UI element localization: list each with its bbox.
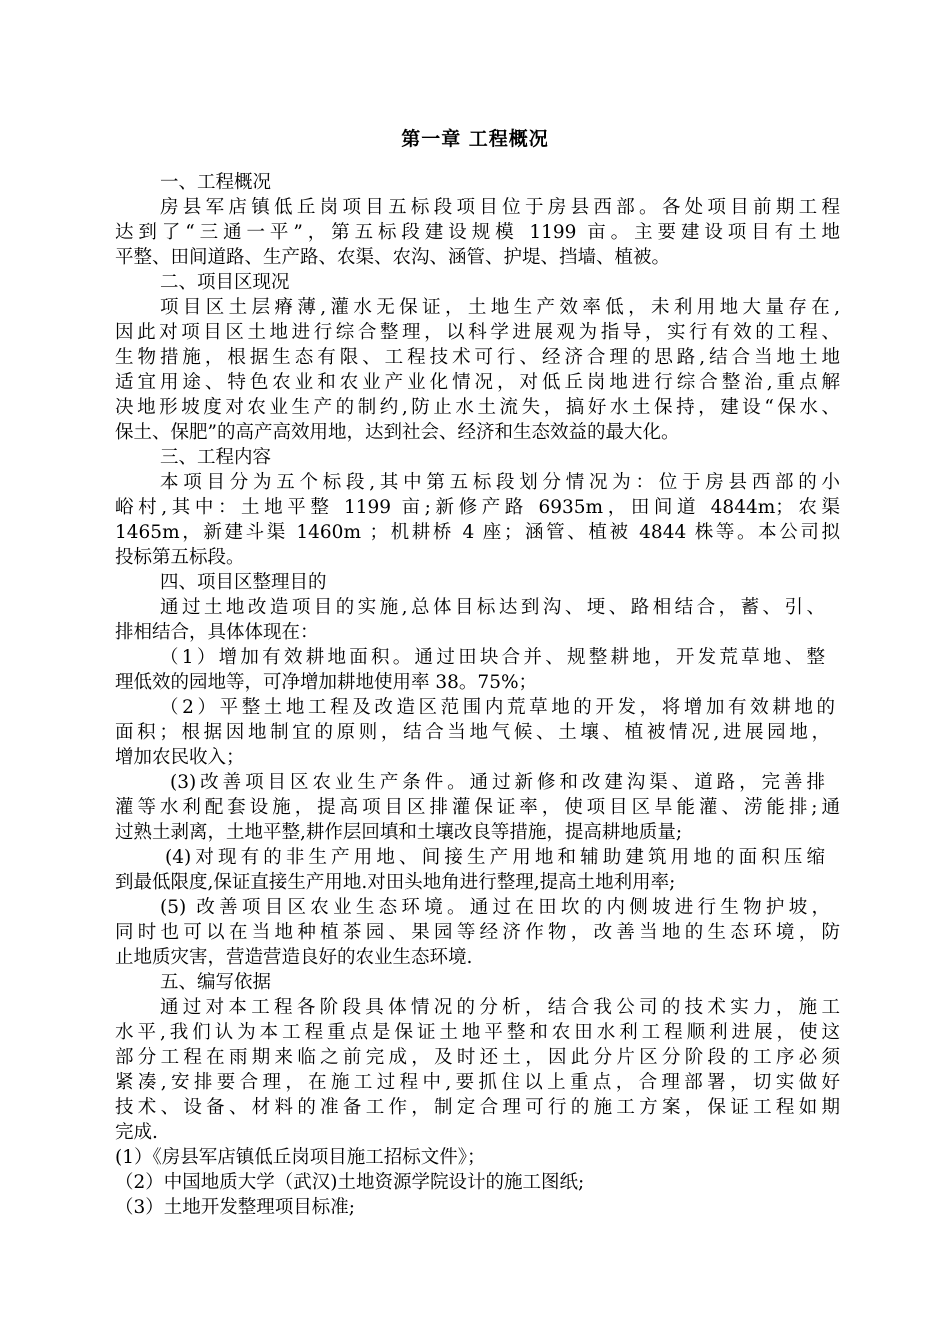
paragraph-line: （1）增加有效耕地面积。通过田块合并、规整耕地，开发荒草地、整 [160, 647, 825, 668]
paragraph-line: 决地形坡度对农业生产的制约,防止水土流失，搞好水土保持，建设“保水、 [115, 397, 840, 418]
chapter-title: 第一章 工程概况 [401, 128, 549, 150]
paragraph-line: 面积；根据因地制宜的原则，结合当地气候、土壤、植被情况,进展园地， [115, 722, 830, 743]
paragraph-line: 生物措施，根据生态有限、工程技术可行、经济合理的思路,结合当地土地 [115, 347, 840, 368]
paragraph-line: 1465m，新建斗渠 1460m ；机耕桥 4 座；涵管、植被 4844 株等。本公司拟 [115, 522, 840, 543]
paragraph-line: 紧凑,安排要合理，在施工过程中,要抓住以上重点，合理部署，切实做好 [115, 1072, 840, 1093]
reference-item: (1）《房县军店镇低丘岗项目施工招标文件》； [115, 1147, 486, 1168]
paragraph-line: (4)对现有的非生产用地、间接生产用地和辅助建筑用地的面积压缩 [165, 847, 825, 868]
section-heading-status: 二、项目区现况 [160, 272, 290, 293]
paragraph-line: 止地质灾害，营造营造良好的农业生态环境. [115, 947, 473, 968]
paragraph-line: 完成. [115, 1122, 158, 1143]
paragraph-line: 到最低限度,保证直接生产用地.对田头地角进行整理,提高土地利用率; [115, 872, 676, 893]
paragraph-line: 因此对项目区土地进行综合整理，以科学进展观为指导，实行有效的工程、 [115, 322, 840, 343]
paragraph-line: 水平,我们认为本工程重点是保证土地平整和农田水利工程顺利进展，使这 [115, 1022, 840, 1043]
paragraph-line: 平整、田间道路、生产路、农渠、农沟、涵管、护堤、挡墙、植被。 [115, 247, 671, 268]
paragraph-line: 适宜用途、特色农业和农业产业化情况，对低丘岗地进行综合整治,重点解 [115, 372, 840, 393]
section-heading-purpose: 四、项目区整理目的 [160, 572, 327, 593]
paragraph-line: 本项目分为五个标段,其中第五标段划分情况为：位于房县西部的小 [160, 472, 840, 493]
paragraph-line: 通过对本工程各阶段具体情况的分析，结合我公司的技术实力，施工 [160, 997, 840, 1018]
paragraph-line: （2）平整土地工程及改造区范围内荒草地的开发，将增加有效耕地的 [160, 697, 835, 718]
paragraph-line: 项目区土层瘠薄,灌水无保证，土地生产效率低，未利用地大量存在, [160, 297, 840, 318]
section-heading-basis: 五、编写依据 [160, 972, 272, 993]
paragraph-line: 峪村,其中：土地平整 1199 亩;新修产路 6935m，田间道 4844m；农渠 [115, 497, 840, 518]
paragraph-line: (5) 改善项目区农业生态环境。通过在田坎的内侧坡进行生物护坡， [160, 897, 830, 918]
reference-item: （3）土地开发整理项目标准; [115, 1197, 356, 1218]
reference-item: （2）中国地质大学（武汉)土地资源学院设计的施工图纸; [115, 1172, 585, 1193]
paragraph-line: 过熟土剥离，土地平整,耕作层回填和土壤改良等措施，提高耕地质量; [115, 822, 683, 843]
paragraph-line: 灌等水利配套设施，提高项目区排灌保证率，使项目区旱能灌、涝能排;通 [115, 797, 840, 818]
paragraph-line: 排相结合，具体体现在： [115, 622, 319, 643]
paragraph-line: 房县军店镇低丘岗项目五标段项目位于房县西部。各处项目前期工程 [160, 197, 840, 218]
paragraph-line: 投标第五标段。 [115, 547, 245, 568]
paragraph-line: (3)改善项目区农业生产条件。通过新修和改建沟渠、道路，完善排 [170, 772, 825, 793]
paragraph-line: 通过土地改造项目的实施,总体目标达到沟、埂、路相结合，蓄、引、 [160, 597, 825, 618]
section-heading-overview: 一、工程概况 [160, 172, 272, 193]
paragraph-line: 技术、设备、材料的准备工作，制定合理可行的施工方案，保证工程如期 [115, 1097, 840, 1118]
paragraph-line: 理低效的园地等，可净增加耕地使用率 38。75%； [115, 672, 538, 693]
paragraph-line: 达到了“三通一平”，第五标段建设规模 1199 亩。主要建设项目有土地 [115, 222, 840, 243]
paragraph-line: 同时也可以在当地种植茶园、果园等经济作物，改善当地的生态环境，防 [115, 922, 840, 943]
paragraph-line: 保土、保肥”的高产高效用地，达到社会、经济和生态效益的最大化。 [115, 422, 680, 443]
section-heading-content: 三、工程内容 [160, 447, 272, 468]
paragraph-line: 部分工程在雨期来临之前完成，及时还土，因此分片区分阶段的工序必须 [115, 1047, 840, 1068]
paragraph-line: 增加农民收入； [115, 747, 245, 768]
